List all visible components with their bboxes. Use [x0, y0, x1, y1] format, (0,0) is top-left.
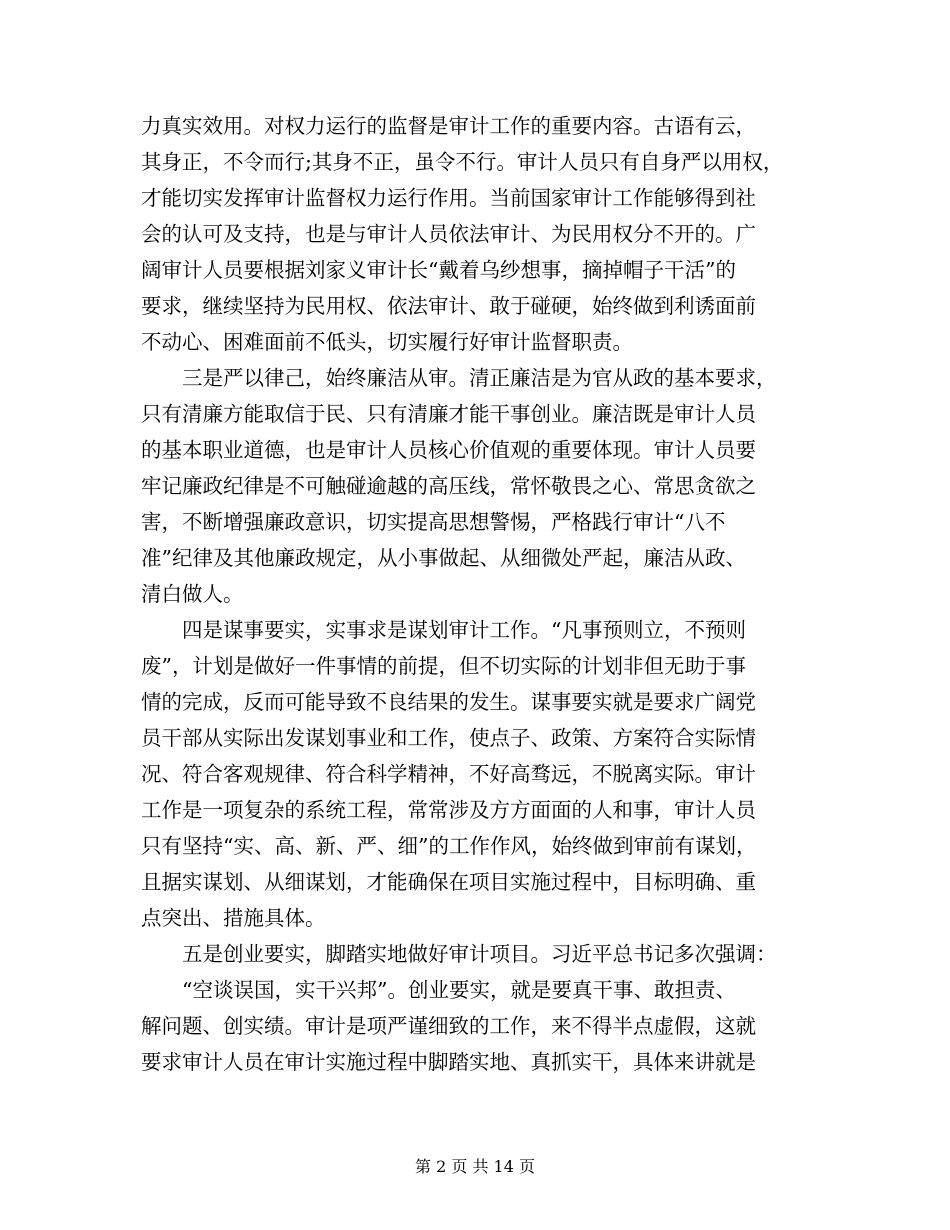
paragraph-3-start: 三是严以律己，始终廉洁从审。清正廉洁是为官从政的基本要求， [182, 366, 777, 390]
text-line-4: 会的认可及支持，也是与审计人员依法审计、为民用权分不开的。广 [141, 222, 756, 246]
text-line-12: 害，不断增强廉政意识，切实提高思想警惕，严格践行审计“八不 [141, 510, 726, 534]
text-line-13: 准”纪律及其他廉政规定，从小事做起、从细微处严起，廉洁从政、 [141, 546, 746, 570]
text-line-27: 要求审计人员在审计实施过程中脚踏实地、真抓实干，具体来讲就是 [141, 1050, 756, 1074]
text-line-25: “空谈误国，实干兴邦”。创业要实，就是要真干事、敢担责、 [182, 978, 736, 1002]
text-line-3: 才能切实发挥审计监督权力运行作用。当前国家审计工作能够得到社 [141, 186, 756, 210]
text-line-22: 且据实谋划、从细谋划，才能确保在项目实施过程中，目标明确、重 [141, 870, 756, 894]
text-line-9: 只有清廉方能取信于民、只有清廉才能干事创业。廉洁既是审计人员 [141, 402, 756, 426]
text-line-18: 员干部从实际出发谋划事业和工作，使点子、政策、方案符合实际情 [141, 726, 756, 750]
text-line-19: 况、符合客观规律、符合科学精神，不好高骛远，不脱离实际。审计 [141, 762, 756, 786]
text-line-20: 工作是一项复杂的系统工程，常常涉及方方面面的人和事，审计人员 [141, 798, 756, 822]
text-line-11: 牢记廉政纪律是不可触碰逾越的高压线，常怀敬畏之心、常思贪欲之 [141, 474, 756, 498]
text-line-2: 其身正，不令而行;其身不正，虽令不行。审计人员只有自身严以用权， [141, 150, 784, 174]
paragraph-4-start: 四是谋事要实，实事求是谋划审计工作。“凡事预则立，不预则 [182, 618, 746, 642]
text-line-6: 要求，继续坚持为民用权、依法审计、敢于碰硬，始终做到利诱面前 [141, 294, 756, 318]
text-line-21: 只有坚持“实、高、新、严、细”的工作作风，始终做到审前有谋划， [141, 834, 757, 858]
text-line-23: 点突出、措施具体。 [141, 906, 326, 930]
text-line-7: 不动心、困难面前不低头，切实履行好审计监督职责。 [141, 330, 633, 354]
text-line-10: 的基本职业道德，也是审计人员核心价值观的重要体现。审计人员要 [141, 438, 756, 462]
text-line-1: 力真实效用。对权力运行的监督是审计工作的重要内容。古语有云， [141, 114, 756, 138]
text-line-14: 清白做人。 [141, 582, 244, 606]
paragraph-5-start: 五是创业要实，脚踏实地做好审计项目。习近平总书记多次强调： [182, 942, 777, 966]
page-number-footer: 第 2 页 共 14 页 [415, 1157, 535, 1176]
text-line-5: 阔审计人员要根据刘家义审计长“戴着乌纱想事，摘掉帽子干活”的 [141, 258, 736, 282]
text-line-17: 情的完成，反而可能导致不良结果的发生。谋事要实就是要求广阔党 [141, 690, 756, 714]
text-line-16: 废”，计划是做好一件事情的前提，但不切实际的计划非但无助于事 [141, 654, 746, 678]
text-line-26: 解问题、创实绩。审计是项严谨细致的工作，来不得半点虚假，这就 [141, 1014, 756, 1038]
